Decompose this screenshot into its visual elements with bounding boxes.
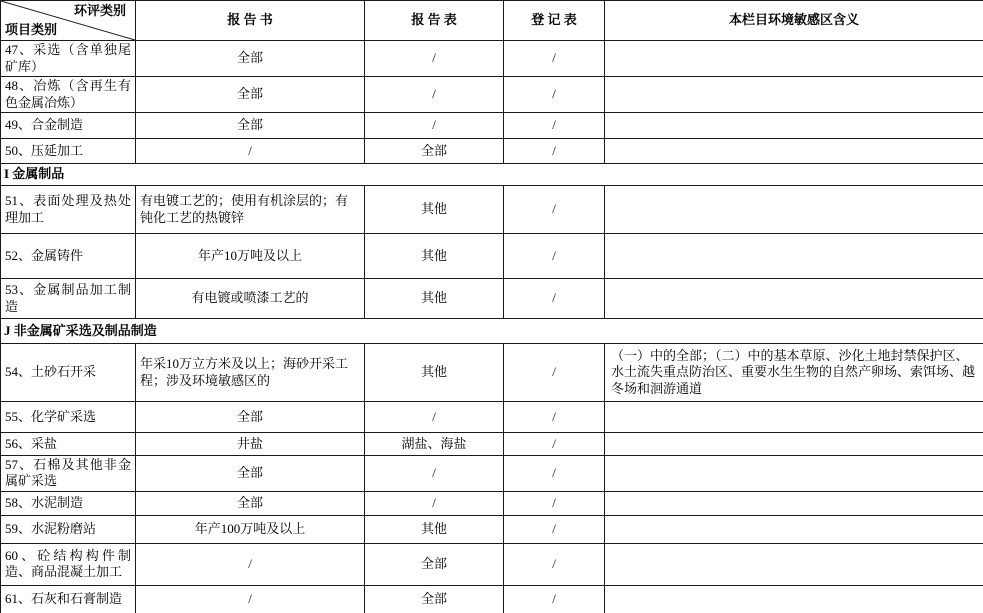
- registration-form-cell: /: [504, 515, 605, 543]
- sensitive-meaning-cell: [605, 41, 983, 77]
- col-header-sensitive-area-meaning: 本栏目环境敏感区含义: [605, 1, 983, 41]
- report-form-cell: /: [365, 77, 504, 113]
- table-row: [1, 113, 983, 139]
- col-header-registration-form: 登 记 表: [504, 1, 605, 41]
- header-row: [1, 1, 983, 41]
- table-body: [1, 41, 983, 613]
- registration-form-cell: /: [504, 77, 605, 113]
- report-book-cell: 井盐: [136, 433, 365, 456]
- col-header-report-form: 报 告 表: [365, 1, 504, 41]
- table-row: [1, 543, 983, 585]
- report-form-cell: 其他: [365, 515, 504, 543]
- registration-form-cell: /: [504, 41, 605, 77]
- registration-form-cell: /: [504, 234, 605, 279]
- report-form-cell: 其他: [365, 279, 504, 319]
- sensitive-meaning-cell: [605, 515, 983, 543]
- report-form-cell: /: [365, 491, 504, 515]
- registration-form-cell: /: [504, 186, 605, 234]
- corner-label-project-category: 项目类别: [5, 21, 58, 37]
- table-row: [1, 456, 983, 492]
- table-row: [1, 234, 983, 279]
- category-cell: 51、表面处理及热处理加工: [1, 186, 136, 234]
- category-cell: 58、水泥制造: [1, 491, 136, 515]
- table-row: [1, 41, 983, 77]
- report-book-cell: 全部: [136, 402, 365, 433]
- table-row: [1, 186, 983, 234]
- report-form-cell: 其他: [365, 186, 504, 234]
- report-book-cell: 有电镀或喷漆工艺的: [136, 279, 365, 319]
- sensitive-meaning-cell: [605, 433, 983, 456]
- table-row: [1, 515, 983, 543]
- category-cell: 49、合金制造: [1, 113, 136, 139]
- report-book-cell: /: [136, 543, 365, 585]
- table-row: [1, 77, 983, 113]
- sensitive-meaning-cell: [605, 113, 983, 139]
- registration-form-cell: /: [504, 585, 605, 613]
- category-cell: 53、金属制品加工制造: [1, 279, 136, 319]
- report-book-cell: /: [136, 585, 365, 613]
- report-book-cell: /: [136, 139, 365, 164]
- sensitive-meaning-cell: [605, 543, 983, 585]
- registration-form-cell: /: [504, 491, 605, 515]
- report-form-cell: 其他: [365, 234, 504, 279]
- category-cell: 59、水泥粉磨站: [1, 515, 136, 543]
- report-form-cell: /: [365, 456, 504, 492]
- category-cell: 54、土砂石开采: [1, 344, 136, 402]
- sensitive-meaning-cell: [605, 585, 983, 613]
- col-header-report-book: 报 告 书: [136, 1, 365, 41]
- report-book-cell: 全部: [136, 456, 365, 492]
- report-book-cell: 全部: [136, 77, 365, 113]
- sensitive-meaning-cell: （一）中的全部；（二）中的基本草原、沙化土地封禁保护区、水土流失重点防治区、重要水生生物的自然产卵场、索饵场、越冬场和洄游通道: [605, 344, 983, 402]
- sensitive-meaning-cell: [605, 402, 983, 433]
- category-cell: 61、石灰和石膏制造: [1, 585, 136, 613]
- section-label: J 非金属矿采选及制品制造: [1, 319, 983, 344]
- registration-form-cell: /: [504, 543, 605, 585]
- report-form-cell: 其他: [365, 344, 504, 402]
- category-cell: 52、金属铸件: [1, 234, 136, 279]
- sensitive-meaning-cell: [605, 234, 983, 279]
- section-row: [1, 164, 983, 186]
- report-book-cell: 年采10万立方米及以上；海砂开采工程；涉及环境敏感区的: [136, 344, 365, 402]
- table-row: [1, 491, 983, 515]
- table-row: [1, 279, 983, 319]
- registration-form-cell: /: [504, 433, 605, 456]
- registration-form-cell: /: [504, 344, 605, 402]
- sensitive-meaning-cell: [605, 491, 983, 515]
- sensitive-meaning-cell: [605, 279, 983, 319]
- category-cell: 57、石棉及其他非金属矿采选: [1, 456, 136, 492]
- corner-label-assessment-category: 环评类别: [73, 3, 126, 18]
- registration-form-cell: /: [504, 279, 605, 319]
- table-row: [1, 402, 983, 433]
- sensitive-meaning-cell: [605, 139, 983, 164]
- report-form-cell: 全部: [365, 139, 504, 164]
- category-cell: 55、化学矿采选: [1, 402, 136, 433]
- report-book-cell: 年产100万吨及以上: [136, 515, 365, 543]
- registration-form-cell: /: [504, 402, 605, 433]
- table-row: [1, 344, 983, 402]
- report-book-cell: 有电镀工艺的；使用有机涂层的；有钝化工艺的热镀锌: [136, 186, 365, 234]
- category-cell: 50、压延加工: [1, 139, 136, 164]
- section-label: I 金属制品: [1, 164, 983, 186]
- category-cell: 60、砼结构构件制造、商品混凝土加工: [1, 543, 136, 585]
- table-row: [1, 139, 983, 164]
- report-form-cell: /: [365, 41, 504, 77]
- report-form-cell: 全部: [365, 543, 504, 585]
- section-row: [1, 319, 983, 344]
- report-book-cell: 年产10万吨及以上: [136, 234, 365, 279]
- registration-form-cell: /: [504, 456, 605, 492]
- registration-form-cell: /: [504, 139, 605, 164]
- table-row: [1, 433, 983, 456]
- sensitive-meaning-cell: [605, 456, 983, 492]
- registration-form-cell: /: [504, 113, 605, 139]
- corner-header-cell: [1, 1, 136, 41]
- report-form-cell: /: [365, 402, 504, 433]
- category-cell: 56、采盐: [1, 433, 136, 456]
- sensitive-meaning-cell: [605, 186, 983, 234]
- report-form-cell: 湖盐、海盐: [365, 433, 504, 456]
- report-form-cell: /: [365, 113, 504, 139]
- table-row: [1, 585, 983, 613]
- report-book-cell: 全部: [136, 491, 365, 515]
- report-book-cell: 全部: [136, 41, 365, 77]
- report-form-cell: 全部: [365, 585, 504, 613]
- sensitive-meaning-cell: [605, 77, 983, 113]
- category-cell: 48、冶炼（含再生有色金属冶炼）: [1, 77, 136, 113]
- report-book-cell: 全部: [136, 113, 365, 139]
- category-cell: 47、采选（含单独尾矿库）: [1, 41, 136, 77]
